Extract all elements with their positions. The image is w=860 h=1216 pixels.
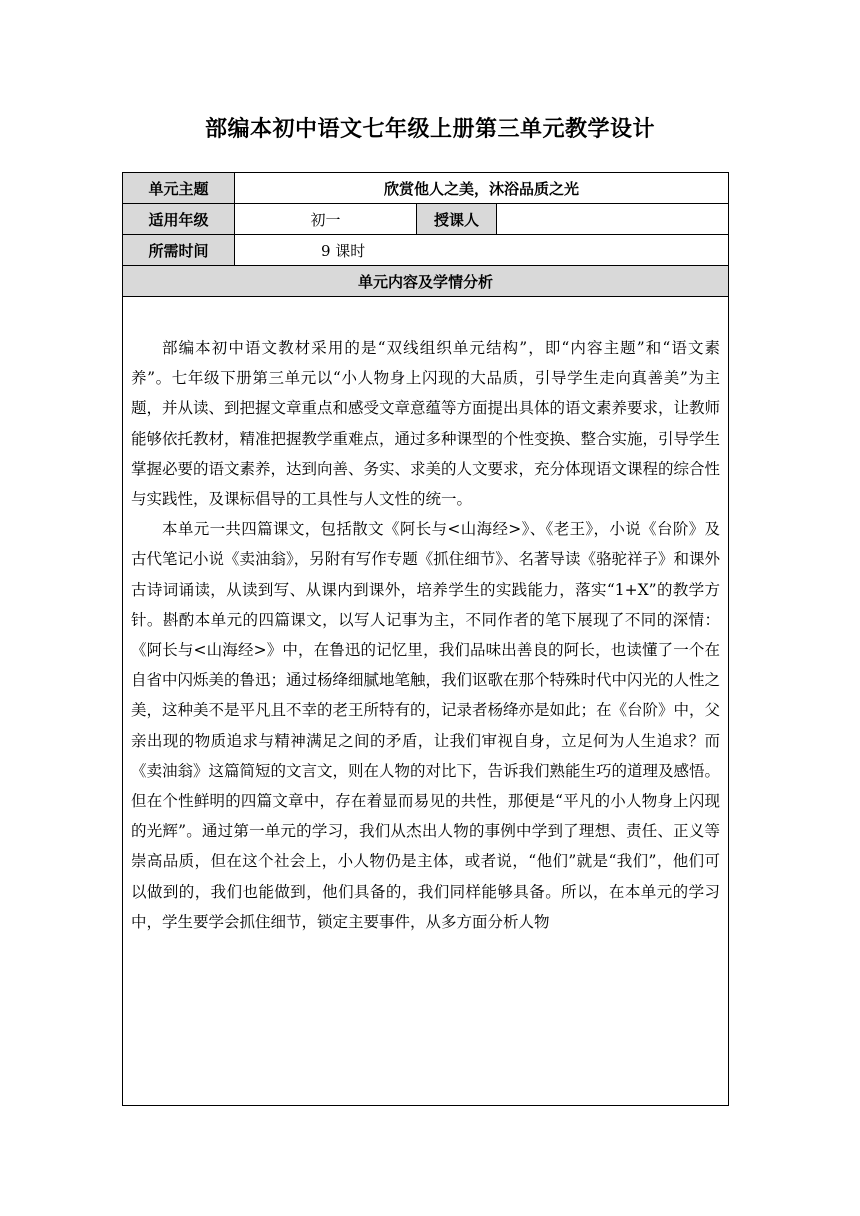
time-label: 所需时间 xyxy=(123,235,235,266)
section-header: 单元内容及学情分析 xyxy=(123,266,729,297)
teacher-label: 授课人 xyxy=(417,204,497,235)
grade-row xyxy=(123,204,729,235)
paragraph-1: 部编本初中语文教材采用的是“双线组织单元结构”，即“内容主题”和“语文素养”。七年级下册第三单元以“小人物身上闪现的大品质，引导学生走向真善美”为主题，并从读、到把握文章重点和感受文章意蕴等方面提出具体的语文素养要求，让教师能够依托教材，精准把握教学重难点，通过多种课型的个性变换、整合实施，引导学生掌握必要的语文素养，达到向善、务实、求美的人文要求，充分体现语文课程的综合性与实践性，及课标倡导的工具性与人文性的统一。 xyxy=(131,339,721,509)
grade-value: 初一 xyxy=(235,204,417,235)
theme-value: 欣赏他人之美，沐浴品质之光 xyxy=(235,173,729,204)
paragraph-2: 本单元一共四篇课文，包括散文《阿长与<山海经>》、《老王》，小说《台阶》及古代笔记小说《卖油翁》，另附有写作专题《抓住细节》、名著导读《骆驼祥子》和课外古诗词诵读，从读到写、从课内到课外，培养学生的实践能力，落实“1+X”的教学方针。斟酌本单元的四篇课文，以写人记事为主，不同作者的笔下展现了不同的深情：《阿长与<山海经>》中，在鲁迅的记忆里，我们品味出善良的阿长，也读懂了一个在自省中闪烁美的鲁迅；通过杨绛细腻地笔触，我们讴歌在那个特殊时代中闪光的人性之美，这种美不是平凡且不幸的老王所特有的，记录者杨绛亦是如此；在《台阶》中，父亲出现的物质追求与精神满足之间的矛盾，让我们审视自身，立足何为人生追求？而《卖油翁》这篇简短的文言文，则在人物的对比下，告诉我们熟能生巧的道理及感悟。但在个性鲜明的四篇文章中，存在着显而易见的共性，那便是“平凡的小人物身上闪现的光辉”。通过第一单元的学习，我们从杰出人物的事例中学到了理想、责任、正义等崇高品质，但在这个社会上，小人物仍是主体，或者说，“他们”就是“我们”，他们可以做到的，我们也能做到，他们具备的，我们同样能够具备。所以，在本单元的学习中，学生要学会抓住细节，锁定主要事件，从多方面分析人物 xyxy=(131,520,721,931)
content-row xyxy=(123,297,729,1106)
teacher-value xyxy=(497,204,729,235)
document-title: 部编本初中语文七年级上册第三单元教学设计 xyxy=(204,117,655,142)
time-value: 9 课时 xyxy=(235,235,729,266)
theme-label: 单元主题 xyxy=(123,173,235,204)
time-row xyxy=(123,235,729,266)
analysis-content xyxy=(123,297,729,1106)
theme-row xyxy=(123,173,729,204)
grade-label: 适用年级 xyxy=(123,204,235,235)
lesson-design-table xyxy=(122,172,729,1106)
section-header-row xyxy=(123,266,729,297)
